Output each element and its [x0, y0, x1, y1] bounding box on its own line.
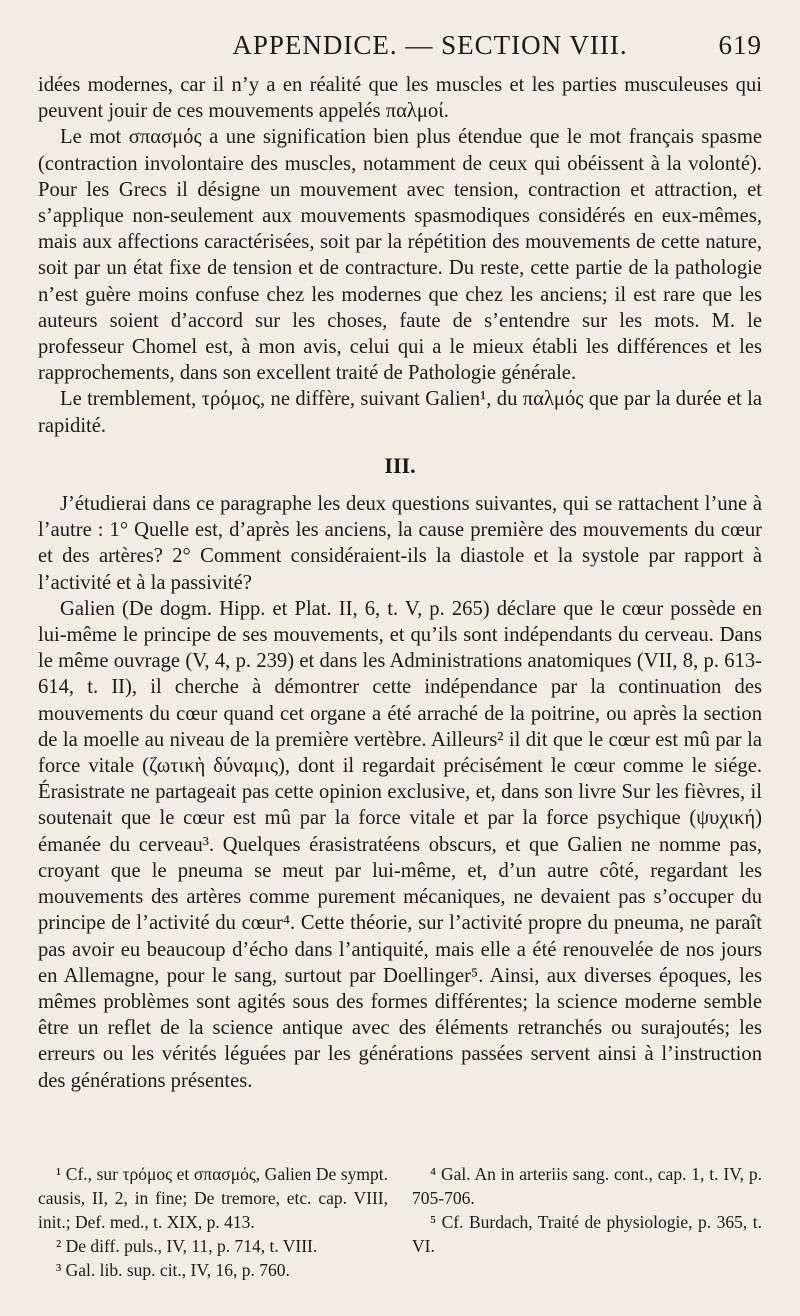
- footnote: ² De diff. puls., IV, 11, p. 714, t. VIII.: [56, 1236, 318, 1256]
- paragraph: J’étudierai dans ce paragraphe les deux questions suivantes, qui se rattachent l’une à l’autre : 1° Quelle est, d’après les anciens, la cause première des mouvements du cœur et des artères? 2° Comment considéraient-ils la diastole et la systole par rapport à l’activité et à la passivité?: [38, 493, 762, 594]
- paragraph: Le mot σπασμός a une signification bien plus étendue que le mot français spasme (contraction involontaire des muscles, notamment de ceux qui obéissent à la volonté). Pour les Grecs il désigne un mouvement avec tension, contraction et attraction, et s’applique non-seulement aux mouvements spasmodiques considérés en eux-mêmes, mais aux affections caractérisées, soit par la répétition des mouvements de cette nature, soit par un état fixe de tension et de contracture. Du reste, cette partie de la pathologie n’est guère moins confuse chez les modernes que chez les anciens; il est rare que les auteurs soient d’accord sur les choses, faute de s’entendre sur les mots. M. le professeur Chomel est, à mon avis, celui qui a le mieux établi les différences et les rapprochements, dans son excellent traité de Pathologie générale.: [38, 126, 762, 385]
- footnote: ⁴ Gal. An in arteriis sang. cont., cap. 1, t. IV, p. 705-706.: [412, 1164, 762, 1208]
- running-title: APPENDICE. — SECTION VIII.: [232, 30, 628, 60]
- footnote: ¹ Cf., sur τρόμος et σπασμός, Galien De sympt. causis, II, 2, in fine; De tremore, etc. cap. VIII, init.; Def. med., t. XIX, p. 413.: [38, 1164, 388, 1232]
- section-heading: III.: [384, 452, 416, 478]
- running-header: [38, 30, 762, 72]
- footnotes-left-column: [38, 1162, 388, 1282]
- footnotes-right-column: [412, 1162, 762, 1282]
- page-number: 619: [718, 30, 762, 60]
- paragraph: Galien (De dogm. Hipp. et Plat. II, 6, t. V, p. 265) déclare que le cœur possède en lui-même le principe de ses mouvements, et qu’ils sont indépendants du cerveau. Dans le même ouvrage (V, 4, p. 239) et dans les Administrations anatomiques (VII, 8, p. 613-614, t. II), il cherche à démontrer cette indépendance par la continuation des mouvements du cœur quand cet organe a été arraché de la poitrine, ou après la section de la moelle au niveau de la première vertèbre. Ailleurs² il dit que le cœur est mû par la force vitale (ζωτικὴ δύναμις), dont il regardait précisément le cœur comme le siége. Érasistrate ne partageait pas cette opinion exclusive, et, dans son livre Sur les fièvres, il soutenait que le cœur est mû par la force vitale et par la force psychique (ψυχική) émanée du cerveau³. Quelques érasistratéens obscurs, et que Galien ne nomme pas, croyant que le pneuma se meut par lui-même, et, d’un autre côté, regardant les mouvements des artères comme purement mécaniques, ne devaient pas s’occuper du principe de l’activité du cœur⁴. Cette théorie, sur l’activité propre du pneuma, ne paraît pas avoir eu beaucoup d’écho dans l’antiquité, mais elle a été renouvelée de nos jours en Allemagne, pour le sang, surtout par Doellinger⁵. Ainsi, aux diverses époques, les mêmes problèmes sont agités sous des formes différentes; la science moderne semble être un reflet de la science antique avec des éléments retranchés ou surajoutés; les erreurs ou les vérités léguées par les générations passées servent ainsi à l’instruction des générations présentes.: [38, 597, 762, 1092]
- main-text: [38, 72, 762, 1094]
- footnote: ³ Gal. lib. sup. cit., IV, 16, p. 760.: [56, 1260, 290, 1280]
- paragraph: Le tremblement, τρόμος, ne diffère, suivant Galien¹, du παλμός que par la durée et la rapidité.: [38, 388, 762, 437]
- footnote: ⁵ Cf. Burdach, Traité de physiologie, p. 365, t. VI.: [412, 1212, 762, 1256]
- footnotes: [38, 1162, 762, 1282]
- paragraph: idées modernes, car il n’y a en réalité que les muscles et les parties musculeuses qui peuvent jouir de ces mouvements appelés παλμοί.: [38, 74, 762, 123]
